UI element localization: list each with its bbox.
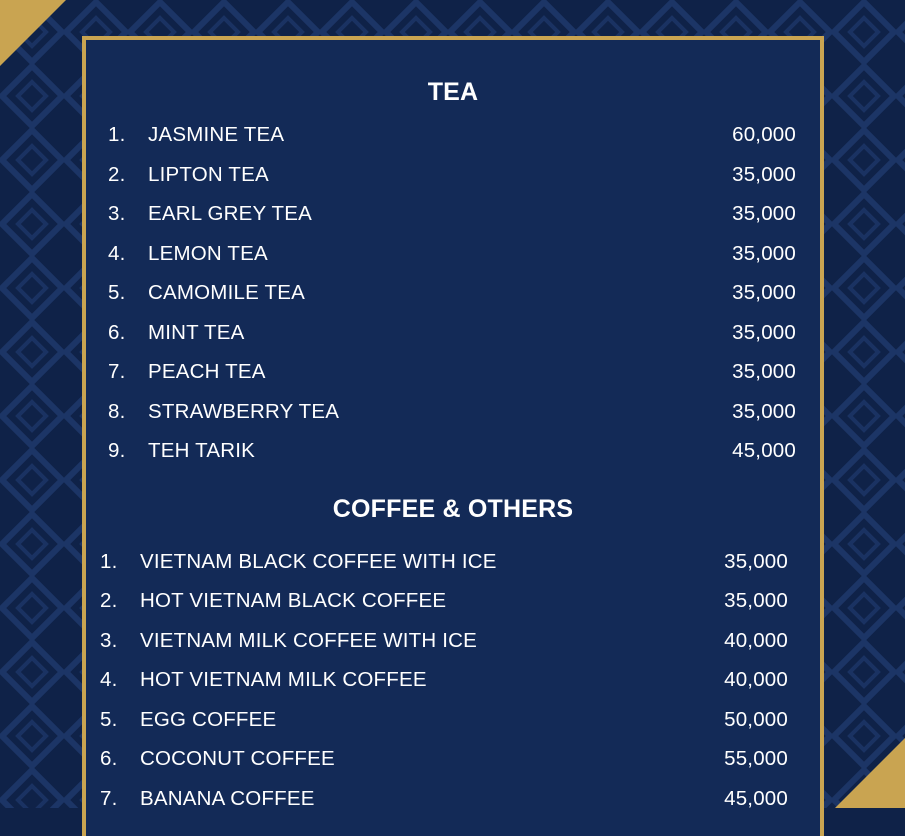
item-price: 50,000 [724, 708, 788, 731]
item-name: MINT TEA [148, 321, 245, 344]
item-name: PEACH TEA [148, 360, 266, 383]
item-number: 4. [108, 242, 126, 265]
item-price: 40,000 [724, 629, 788, 652]
item-price: 35,000 [732, 163, 796, 186]
tea-item [108, 278, 796, 308]
menu-panel [82, 36, 824, 836]
tea-item [108, 120, 796, 150]
item-price: 45,000 [732, 439, 796, 462]
item-price: 60,000 [732, 123, 796, 146]
item-name: BANANA COFFEE [140, 787, 315, 810]
item-price: 35,000 [732, 321, 796, 344]
item-number: 6. [108, 321, 126, 344]
item-number: 3. [100, 629, 118, 652]
item-price: 55,000 [724, 747, 788, 770]
item-number: 7. [108, 360, 126, 383]
item-price: 40,000 [724, 668, 788, 691]
item-number: 1. [100, 550, 118, 573]
tea-item [108, 239, 796, 269]
coffee-item [100, 705, 788, 735]
item-name: HOT VIETNAM MILK COFFEE [140, 668, 427, 691]
coffee-item [100, 784, 788, 814]
item-name: CAMOMILE TEA [148, 281, 305, 304]
tea-item [108, 357, 796, 387]
item-number: 5. [108, 281, 126, 304]
item-price: 35,000 [732, 400, 796, 423]
item-price: 45,000 [724, 787, 788, 810]
item-price: 35,000 [732, 360, 796, 383]
item-name: JASMINE TEA [148, 123, 285, 146]
gold-corner-bottom-right [835, 738, 905, 808]
coffee-section-title: COFFEE & OTHERS [332, 495, 574, 523]
tea-section-title: TEA [427, 78, 479, 106]
item-price: 35,000 [732, 281, 796, 304]
item-price: 35,000 [732, 242, 796, 265]
item-name: STRAWBERRY TEA [148, 400, 340, 423]
coffee-item [100, 547, 788, 577]
coffee-item [100, 586, 788, 616]
gold-corner-top-left [0, 0, 66, 66]
item-number: 5. [100, 708, 118, 731]
item-number: 8. [108, 400, 126, 423]
item-name: TEH TARIK [148, 439, 255, 462]
item-number: 4. [100, 668, 118, 691]
item-number: 2. [108, 163, 126, 186]
coffee-item [100, 626, 788, 656]
item-name: HOT VIETNAM BLACK COFFEE [140, 589, 447, 612]
tea-item [108, 436, 796, 466]
tea-item [108, 318, 796, 348]
item-name: COCONUT COFFEE [140, 747, 335, 770]
coffee-item [100, 665, 788, 695]
item-name: EARL GREY TEA [148, 202, 313, 225]
item-name: LIPTON TEA [148, 163, 269, 186]
item-price: 35,000 [732, 202, 796, 225]
item-price: 35,000 [724, 550, 788, 573]
item-name: EGG COFFEE [140, 708, 277, 731]
item-price: 35,000 [724, 589, 788, 612]
tea-item [108, 397, 796, 427]
coffee-item [100, 744, 788, 774]
item-number: 1. [108, 123, 126, 146]
item-name: VIETNAM BLACK COFFEE WITH ICE [140, 550, 497, 573]
tea-item [108, 199, 796, 229]
item-number: 9. [108, 439, 126, 462]
item-number: 6. [100, 747, 118, 770]
item-name: LEMON TEA [148, 242, 268, 265]
item-number: 3. [108, 202, 126, 225]
item-number: 7. [100, 787, 118, 810]
item-number: 2. [100, 589, 118, 612]
item-name: VIETNAM MILK COFFEE WITH ICE [140, 629, 478, 652]
tea-item [108, 160, 796, 190]
